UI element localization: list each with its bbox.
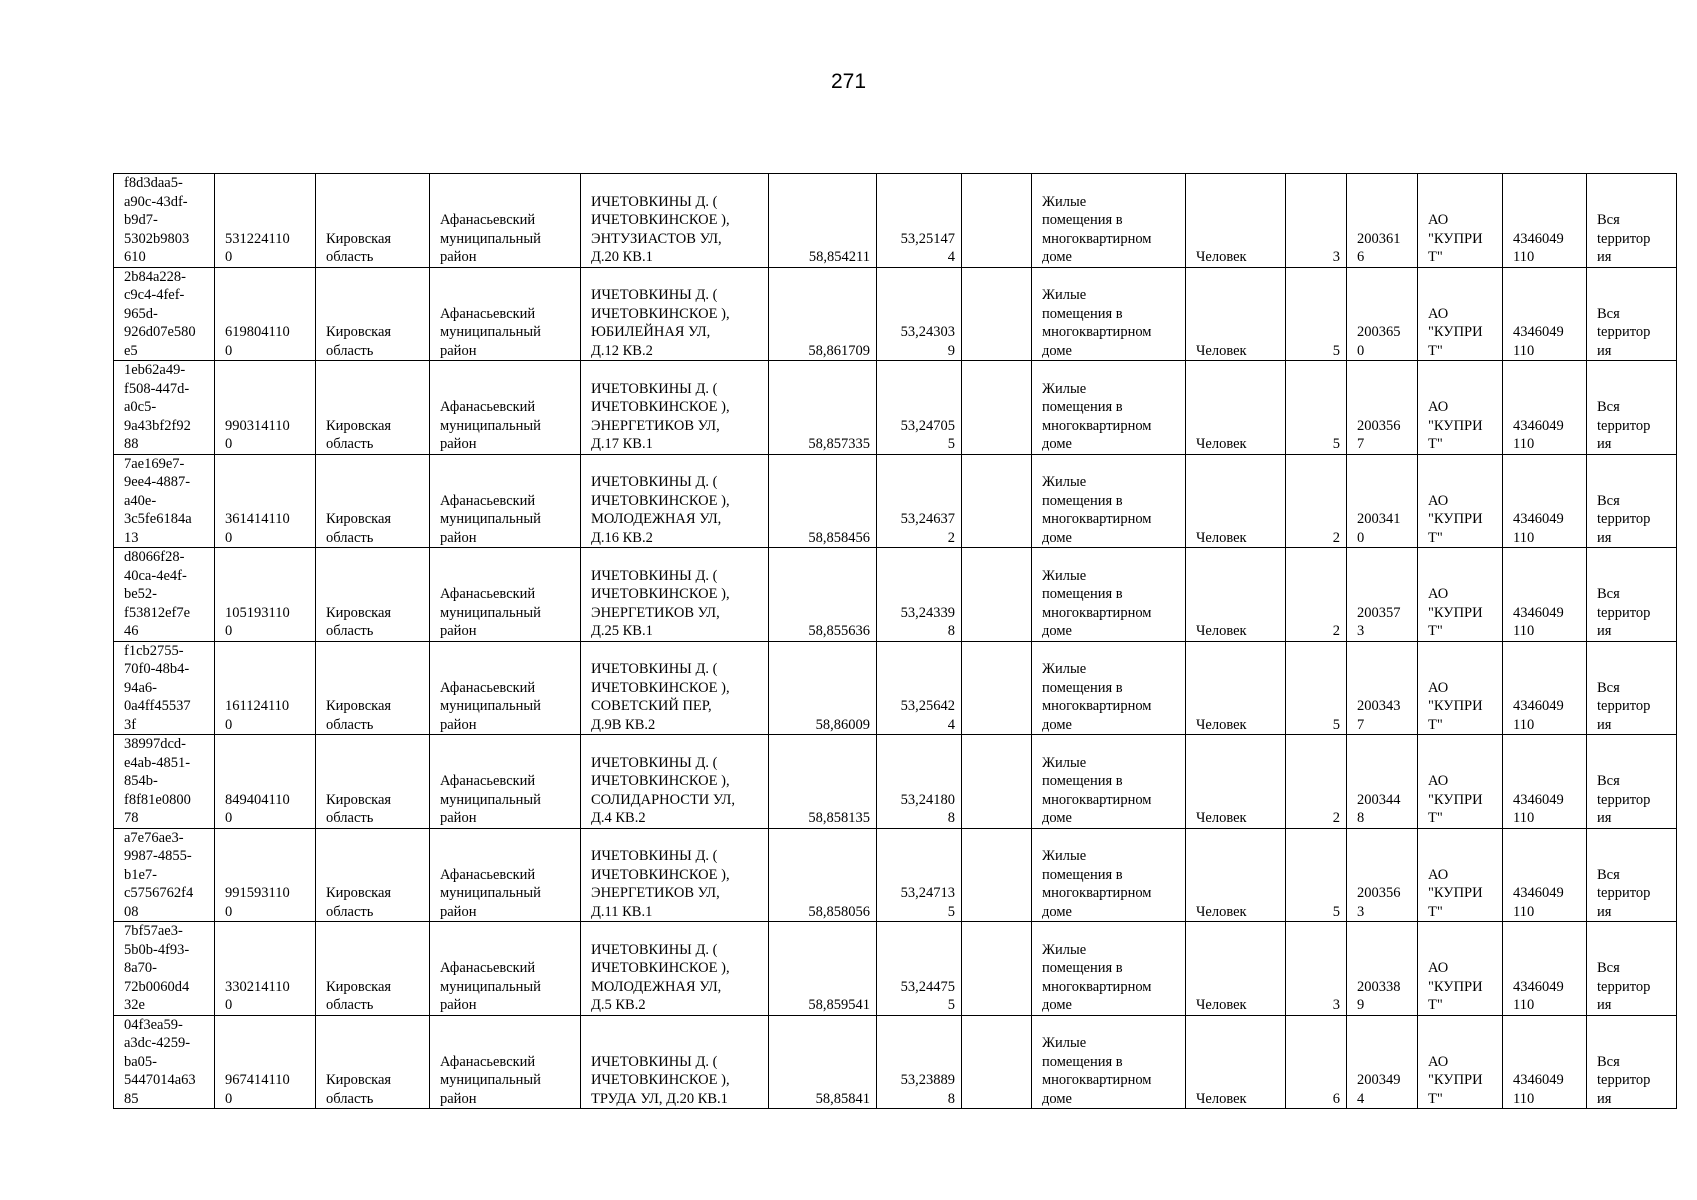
latitude-cell: 58,854211 (769, 174, 877, 268)
district-cell: Афанасьевский муниципальный район (430, 641, 581, 735)
code-cell: 531224110 0 (215, 174, 316, 268)
code-cell: 105193110 0 (215, 548, 316, 642)
count-cell: 5 (1286, 828, 1347, 922)
unit-cell: Человек (1186, 922, 1286, 1016)
district-cell: Афанасьевский муниципальный район (430, 735, 581, 829)
code-cell: 619804110 0 (215, 267, 316, 361)
number-cell: 200341 0 (1347, 454, 1418, 548)
company-cell: АО "КУПРИ Т" (1418, 641, 1503, 735)
premises-type-cell: Жилые помещения в многоквартирном доме (1032, 1015, 1186, 1109)
company-cell: АО "КУПРИ Т" (1418, 735, 1503, 829)
address-cell: ИЧЕТОВКИНЫ Д. ( ИЧЕТОВКИНСКОЕ ), ЭНЕРГЕТИКОВ УЛ, Д.17 КВ.1 (581, 361, 769, 455)
guid-cell: 7ae169e7- 9ee4-4887- a40e- 3c5fe6184a 13 (114, 454, 215, 548)
company-cell: АО "КУПРИ Т" (1418, 922, 1503, 1016)
longitude-cell: 53,24303 9 (877, 267, 962, 361)
count-cell: 2 (1286, 548, 1347, 642)
territory-cell: Вся tерритор ия (1587, 1015, 1677, 1109)
number-cell: 200338 9 (1347, 922, 1418, 1016)
empty-cell (962, 828, 1032, 922)
guid-cell: 1eb62a49- f508-447d- a0c5- 9a43bf2f92 88 (114, 361, 215, 455)
empty-cell (962, 641, 1032, 735)
count-cell: 2 (1286, 454, 1347, 548)
premises-type-cell: Жилые помещения в многоквартирном доме (1032, 641, 1186, 735)
company-cell: АО "КУПРИ Т" (1418, 1015, 1503, 1109)
latitude-cell: 58,85841 (769, 1015, 877, 1109)
premises-type-cell: Жилые помещения в многоквартирном доме (1032, 735, 1186, 829)
territory-cell: Вся tерритор ия (1587, 922, 1677, 1016)
inn-cell: 4346049 110 (1503, 361, 1587, 455)
longitude-cell: 53,25147 4 (877, 174, 962, 268)
premises-type-cell: Жилые помещения в многоквартирном доме (1032, 361, 1186, 455)
territory-cell: Вся tерритор ия (1587, 735, 1677, 829)
premises-type-cell: Жилые помещения в многоквартирном доме (1032, 267, 1186, 361)
empty-cell (962, 1015, 1032, 1109)
territory-cell: Вся tерритор ия (1587, 548, 1677, 642)
premises-type-cell: Жилые помещения в многоквартирном доме (1032, 174, 1186, 268)
region-cell: Кировская область (316, 828, 430, 922)
empty-cell (962, 361, 1032, 455)
territory-cell: Вся tерритор ия (1587, 454, 1677, 548)
code-cell: 161124110 0 (215, 641, 316, 735)
code-cell: 330214110 0 (215, 922, 316, 1016)
latitude-cell: 58,857335 (769, 361, 877, 455)
unit-cell: Человек (1186, 174, 1286, 268)
table-row (114, 828, 1677, 922)
count-cell: 2 (1286, 735, 1347, 829)
latitude-cell: 58,859541 (769, 922, 877, 1016)
empty-cell (962, 454, 1032, 548)
table-row (114, 922, 1677, 1016)
premises-type-cell: Жилые помещения в многоквартирном доме (1032, 922, 1186, 1016)
guid-cell: a7e76ae3- 9987-4855- b1e7- c5756762f4 08 (114, 828, 215, 922)
guid-cell: f1cb2755- 70f0-48b4- 94a6- 0a4ff45537 3f (114, 641, 215, 735)
region-cell: Кировская область (316, 548, 430, 642)
number-cell: 200357 3 (1347, 548, 1418, 642)
company-cell: АО "КУПРИ Т" (1418, 361, 1503, 455)
region-cell: Кировская область (316, 267, 430, 361)
unit-cell: Человек (1186, 361, 1286, 455)
inn-cell: 4346049 110 (1503, 548, 1587, 642)
latitude-cell: 58,861709 (769, 267, 877, 361)
address-cell: ИЧЕТОВКИНЫ Д. ( ИЧЕТОВКИНСКОЕ ), МОЛОДЕЖНАЯ УЛ, Д.16 КВ.2 (581, 454, 769, 548)
inn-cell: 4346049 110 (1503, 454, 1587, 548)
table-row (114, 174, 1677, 268)
table-row (114, 267, 1677, 361)
address-cell: ИЧЕТОВКИНЫ Д. ( ИЧЕТОВКИНСКОЕ ), ЭНТУЗИАСТОВ УЛ, Д.20 КВ.1 (581, 174, 769, 268)
longitude-cell: 53,24705 5 (877, 361, 962, 455)
address-cell: ИЧЕТОВКИНЫ Д. ( ИЧЕТОВКИНСКОЕ ), СОВЕТСКИЙ ПЕР, Д.9В КВ.2 (581, 641, 769, 735)
company-cell: АО "КУПРИ Т" (1418, 454, 1503, 548)
district-cell: Афанасьевский муниципальный район (430, 548, 581, 642)
inn-cell: 4346049 110 (1503, 922, 1587, 1016)
inn-cell: 4346049 110 (1503, 735, 1587, 829)
premises-type-cell: Жилые помещения в многоквартирном доме (1032, 548, 1186, 642)
table-row (114, 454, 1677, 548)
premises-type-cell: Жилые помещения в многоквартирном доме (1032, 454, 1186, 548)
inn-cell: 4346049 110 (1503, 828, 1587, 922)
empty-cell (962, 548, 1032, 642)
table-row (114, 361, 1677, 455)
inn-cell: 4346049 110 (1503, 267, 1587, 361)
territory-cell: Вся tерритор ия (1587, 828, 1677, 922)
guid-cell: 2b84a228- c9c4-4fef- 965d- 926d07e580 e5 (114, 267, 215, 361)
address-cell: ИЧЕТОВКИНЫ Д. ( ИЧЕТОВКИНСКОЕ ), СОЛИДАРНОСТИ УЛ, Д.4 КВ.2 (581, 735, 769, 829)
longitude-cell: 53,24713 5 (877, 828, 962, 922)
longitude-cell: 53,24475 5 (877, 922, 962, 1016)
registry-body (114, 174, 1677, 1109)
table-row (114, 735, 1677, 829)
district-cell: Афанасьевский муниципальный район (430, 361, 581, 455)
number-cell: 200344 8 (1347, 735, 1418, 829)
inn-cell: 4346049 110 (1503, 174, 1587, 268)
company-cell: АО "КУПРИ Т" (1418, 267, 1503, 361)
district-cell: Афанасьевский муниципальный район (430, 454, 581, 548)
district-cell: Афанасьевский муниципальный район (430, 828, 581, 922)
address-cell: ИЧЕТОВКИНЫ Д. ( ИЧЕТОВКИНСКОЕ ), МОЛОДЕЖНАЯ УЛ, Д.5 КВ.2 (581, 922, 769, 1016)
longitude-cell: 53,25642 4 (877, 641, 962, 735)
address-cell: ИЧЕТОВКИНЫ Д. ( ИЧЕТОВКИНСКОЕ ), ЮБИЛЕЙНАЯ УЛ, Д.12 КВ.2 (581, 267, 769, 361)
unit-cell: Человек (1186, 1015, 1286, 1109)
guid-cell: d8066f28- 40ca-4e4f- be52- f53812ef7e 46 (114, 548, 215, 642)
registry-table (113, 173, 1677, 1109)
longitude-cell: 53,24637 2 (877, 454, 962, 548)
guid-cell: f8d3daa5- a90c-43df- b9d7- 5302b9803 610 (114, 174, 215, 268)
guid-cell: 04f3ea59- a3dc-4259- ba05- 5447014a63 85 (114, 1015, 215, 1109)
longitude-cell: 53,23889 8 (877, 1015, 962, 1109)
number-cell: 200349 4 (1347, 1015, 1418, 1109)
count-cell: 3 (1286, 922, 1347, 1016)
territory-cell: Вся tерритор ия (1587, 174, 1677, 268)
number-cell: 200343 7 (1347, 641, 1418, 735)
district-cell: Афанасьевский муниципальный район (430, 174, 581, 268)
district-cell: Афанасьевский муниципальный район (430, 1015, 581, 1109)
district-cell: Афанасьевский муниципальный район (430, 922, 581, 1016)
address-cell: ИЧЕТОВКИНЫ Д. ( ИЧЕТОВКИНСКОЕ ), ЭНЕРГЕТИКОВ УЛ, Д.11 КВ.1 (581, 828, 769, 922)
region-cell: Кировская область (316, 641, 430, 735)
unit-cell: Человек (1186, 828, 1286, 922)
territory-cell: Вся tерритор ия (1587, 267, 1677, 361)
count-cell: 6 (1286, 1015, 1347, 1109)
code-cell: 991593110 0 (215, 828, 316, 922)
count-cell: 3 (1286, 174, 1347, 268)
company-cell: АО "КУПРИ Т" (1418, 548, 1503, 642)
number-cell: 200365 0 (1347, 267, 1418, 361)
count-cell: 5 (1286, 641, 1347, 735)
company-cell: АО "КУПРИ Т" (1418, 828, 1503, 922)
latitude-cell: 58,858135 (769, 735, 877, 829)
latitude-cell: 58,86009 (769, 641, 877, 735)
inn-cell: 4346049 110 (1503, 1015, 1587, 1109)
count-cell: 5 (1286, 267, 1347, 361)
empty-cell (962, 735, 1032, 829)
company-cell: АО "КУПРИ Т" (1418, 174, 1503, 268)
code-cell: 990314110 0 (215, 361, 316, 455)
address-cell: ИЧЕТОВКИНЫ Д. ( ИЧЕТОВКИНСКОЕ ), ТРУДА УЛ, Д.20 КВ.1 (581, 1015, 769, 1109)
inn-cell: 4346049 110 (1503, 641, 1587, 735)
region-cell: Кировская область (316, 922, 430, 1016)
unit-cell: Человек (1186, 454, 1286, 548)
region-cell: Кировская область (316, 454, 430, 548)
latitude-cell: 58,858456 (769, 454, 877, 548)
empty-cell (962, 922, 1032, 1016)
code-cell: 849404110 0 (215, 735, 316, 829)
table-row (114, 1015, 1677, 1109)
unit-cell: Человек (1186, 267, 1286, 361)
region-cell: Кировская область (316, 174, 430, 268)
address-cell: ИЧЕТОВКИНЫ Д. ( ИЧЕТОВКИНСКОЕ ), ЭНЕРГЕТИКОВ УЛ, Д.25 КВ.1 (581, 548, 769, 642)
number-cell: 200361 6 (1347, 174, 1418, 268)
empty-cell (962, 174, 1032, 268)
region-cell: Кировская область (316, 735, 430, 829)
district-cell: Афанасьевский муниципальный район (430, 267, 581, 361)
longitude-cell: 53,24339 8 (877, 548, 962, 642)
table-row (114, 641, 1677, 735)
premises-type-cell: Жилые помещения в многоквартирном доме (1032, 828, 1186, 922)
territory-cell: Вся tерритор ия (1587, 641, 1677, 735)
longitude-cell: 53,24180 8 (877, 735, 962, 829)
region-cell: Кировская область (316, 361, 430, 455)
guid-cell: 7bf57ae3- 5b0b-4f93- 8a70- 72b0060d4 32e (114, 922, 215, 1016)
latitude-cell: 58,855636 (769, 548, 877, 642)
empty-cell (962, 267, 1032, 361)
number-cell: 200356 3 (1347, 828, 1418, 922)
unit-cell: Человек (1186, 548, 1286, 642)
latitude-cell: 58,858056 (769, 828, 877, 922)
region-cell: Кировская область (316, 1015, 430, 1109)
code-cell: 967414110 0 (215, 1015, 316, 1109)
unit-cell: Человек (1186, 735, 1286, 829)
unit-cell: Человек (1186, 641, 1286, 735)
table-row (114, 548, 1677, 642)
page-number: 271 (830, 70, 867, 93)
count-cell: 5 (1286, 361, 1347, 455)
guid-cell: 38997dcd- e4ab-4851- 854b- f8f81e0800 78 (114, 735, 215, 829)
territory-cell: Вся tерритор ия (1587, 361, 1677, 455)
code-cell: 361414110 0 (215, 454, 316, 548)
number-cell: 200356 7 (1347, 361, 1418, 455)
